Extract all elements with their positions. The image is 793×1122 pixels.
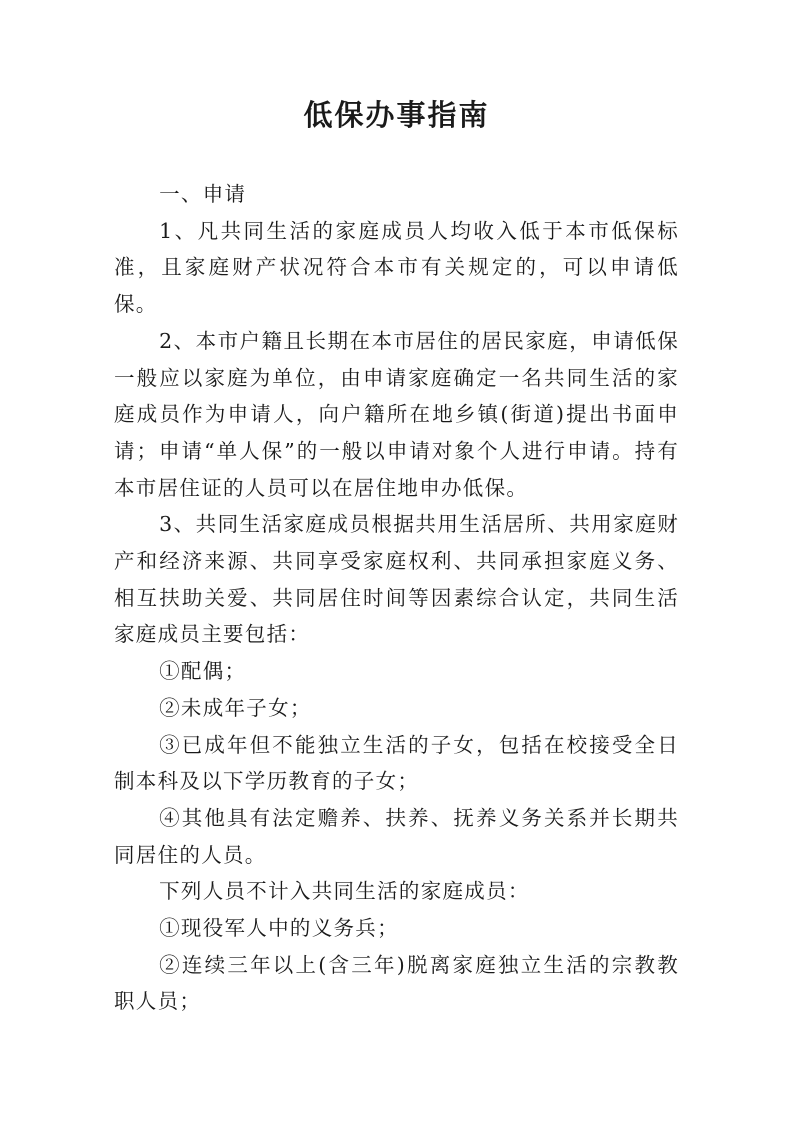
paragraph-item-1: 1、凡共同生活的家庭成员人均收入低于本市低保标准，且家庭财产状况符合本市有关规定的，可以申请低保。 — [114, 218, 679, 317]
list-item-adult-children: ③已成年但不能独立生活的子女，包括在校接受全日制本科及以下学历教育的子女； — [114, 732, 679, 794]
document-body — [114, 176, 679, 1020]
list-item-spouse: ①配偶； — [159, 659, 247, 684]
exclusion-item-clergy: ②连续三年以上(含三年)脱离家庭独立生活的宗教教职人员； — [114, 952, 679, 1014]
exclusion-heading: 下列人员不计入共同生活的家庭成员： — [159, 879, 530, 904]
paragraph-item-3: 3、共同生活家庭成员根据共用生活居所、共用家庭财产和经济来源、共同享受家庭权利、共同承担家庭义务、相互扶助关爱、共同居住时间等因素综合认定，共同生活家庭成员主要包括： — [114, 512, 679, 647]
list-item-minor-children: ②未成年子女； — [159, 695, 312, 720]
paragraph-item-2: 2、本市户籍且长期在本市居住的居民家庭，申请低保一般应以家庭为单位，由申请家庭确定一名共同生活的家庭成员作为申请人，向户籍所在地乡镇(街道)提出书面申请；申请“单人保”的一般以申请对象个人进行申请。持有本市居住证的人员可以在居住地申办低保。 — [114, 328, 679, 500]
list-item-other-dependents: ④其他具有法定赡养、扶养、抚养义务关系并长期共同居住的人员。 — [114, 805, 679, 867]
section-heading-application: 一、申请 — [159, 182, 247, 206]
page-title: 低保办事指南 — [303, 98, 490, 132]
exclusion-item-soldiers: ①现役军人中的义务兵； — [159, 916, 399, 941]
